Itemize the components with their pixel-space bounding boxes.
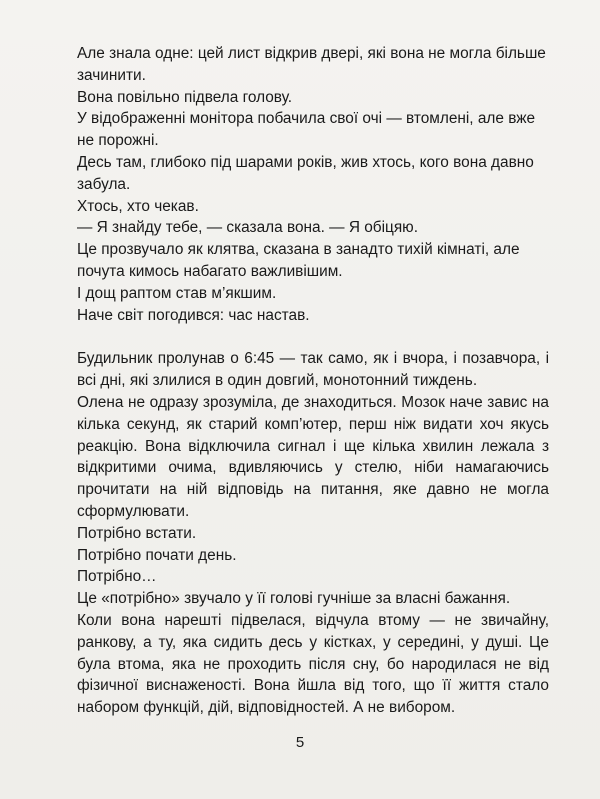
- paragraph: Будильник пролунав о 6:45 — так само, як і вчора, і позавчора, і всі дні, які злилися в один довгий, монотонний тиждень.: [77, 350, 549, 390]
- paragraph: Але знала одне: цей лист відкрив двері, які вона не могла більше зачинити.: [77, 45, 546, 84]
- page-text: [77, 43, 549, 719]
- section-break: [77, 326, 549, 348]
- paragraph: І дощ раптом став м’якшим.: [77, 284, 277, 302]
- paragraph: Це прозвучало як клятва, сказана в занадто тихій кімнаті, але почута кимось набагато важливішим.: [77, 241, 520, 280]
- paragraph: Вона повільно підвела голову.: [77, 88, 293, 106]
- paragraph: Потрібно встати.: [77, 524, 197, 542]
- page-number: 5: [295, 734, 305, 751]
- paragraph: Олена не одразу зрозуміла, де знаходиться. Мозок наче завис на кілька секунд, як старий комп’ютер, перш ніж видати хоч якусь реакцію. Вона відключила сигнал і ще кілька хвилин лежала з відкритими очима, вдивляючись у стелю, ніби намагаючись прочитати на ній відповідь на питання, яке давно не могла сформулювати.: [77, 393, 549, 520]
- paragraph: Коли вона нарешті підвелася, відчула втому — не звичайну, ранкову, а ту, яка сидить десь у кістках, у середині, у душі. Це була втома, яка не проходить після сну, бо народилася не від фізичної виснаженості. Вона йшла від того, що її життя стало набором функцій, дій, відповідностей. А не вибором.: [77, 611, 549, 717]
- paragraph: Наче світ погодився: час настав.: [77, 306, 310, 324]
- paragraph: У відображенні монітора побачила свої очі — втомлені, але вже не порожні.: [77, 110, 536, 150]
- paragraph: Це «потрібно» звучало у її голові гучніше за власні бажання.: [77, 590, 511, 608]
- paragraph: Десь там, глибоко під шарами років, жив хтось, кого вона давно забула.: [77, 153, 534, 193]
- paragraph: Хтось, хто чекав.: [77, 197, 199, 215]
- paragraph: — Я знайду тебе, — сказала вона. — Я обіцяю.: [77, 219, 418, 237]
- paragraph: Потрібно почати день.: [77, 546, 237, 564]
- paragraph: Потрібно…: [77, 568, 157, 586]
